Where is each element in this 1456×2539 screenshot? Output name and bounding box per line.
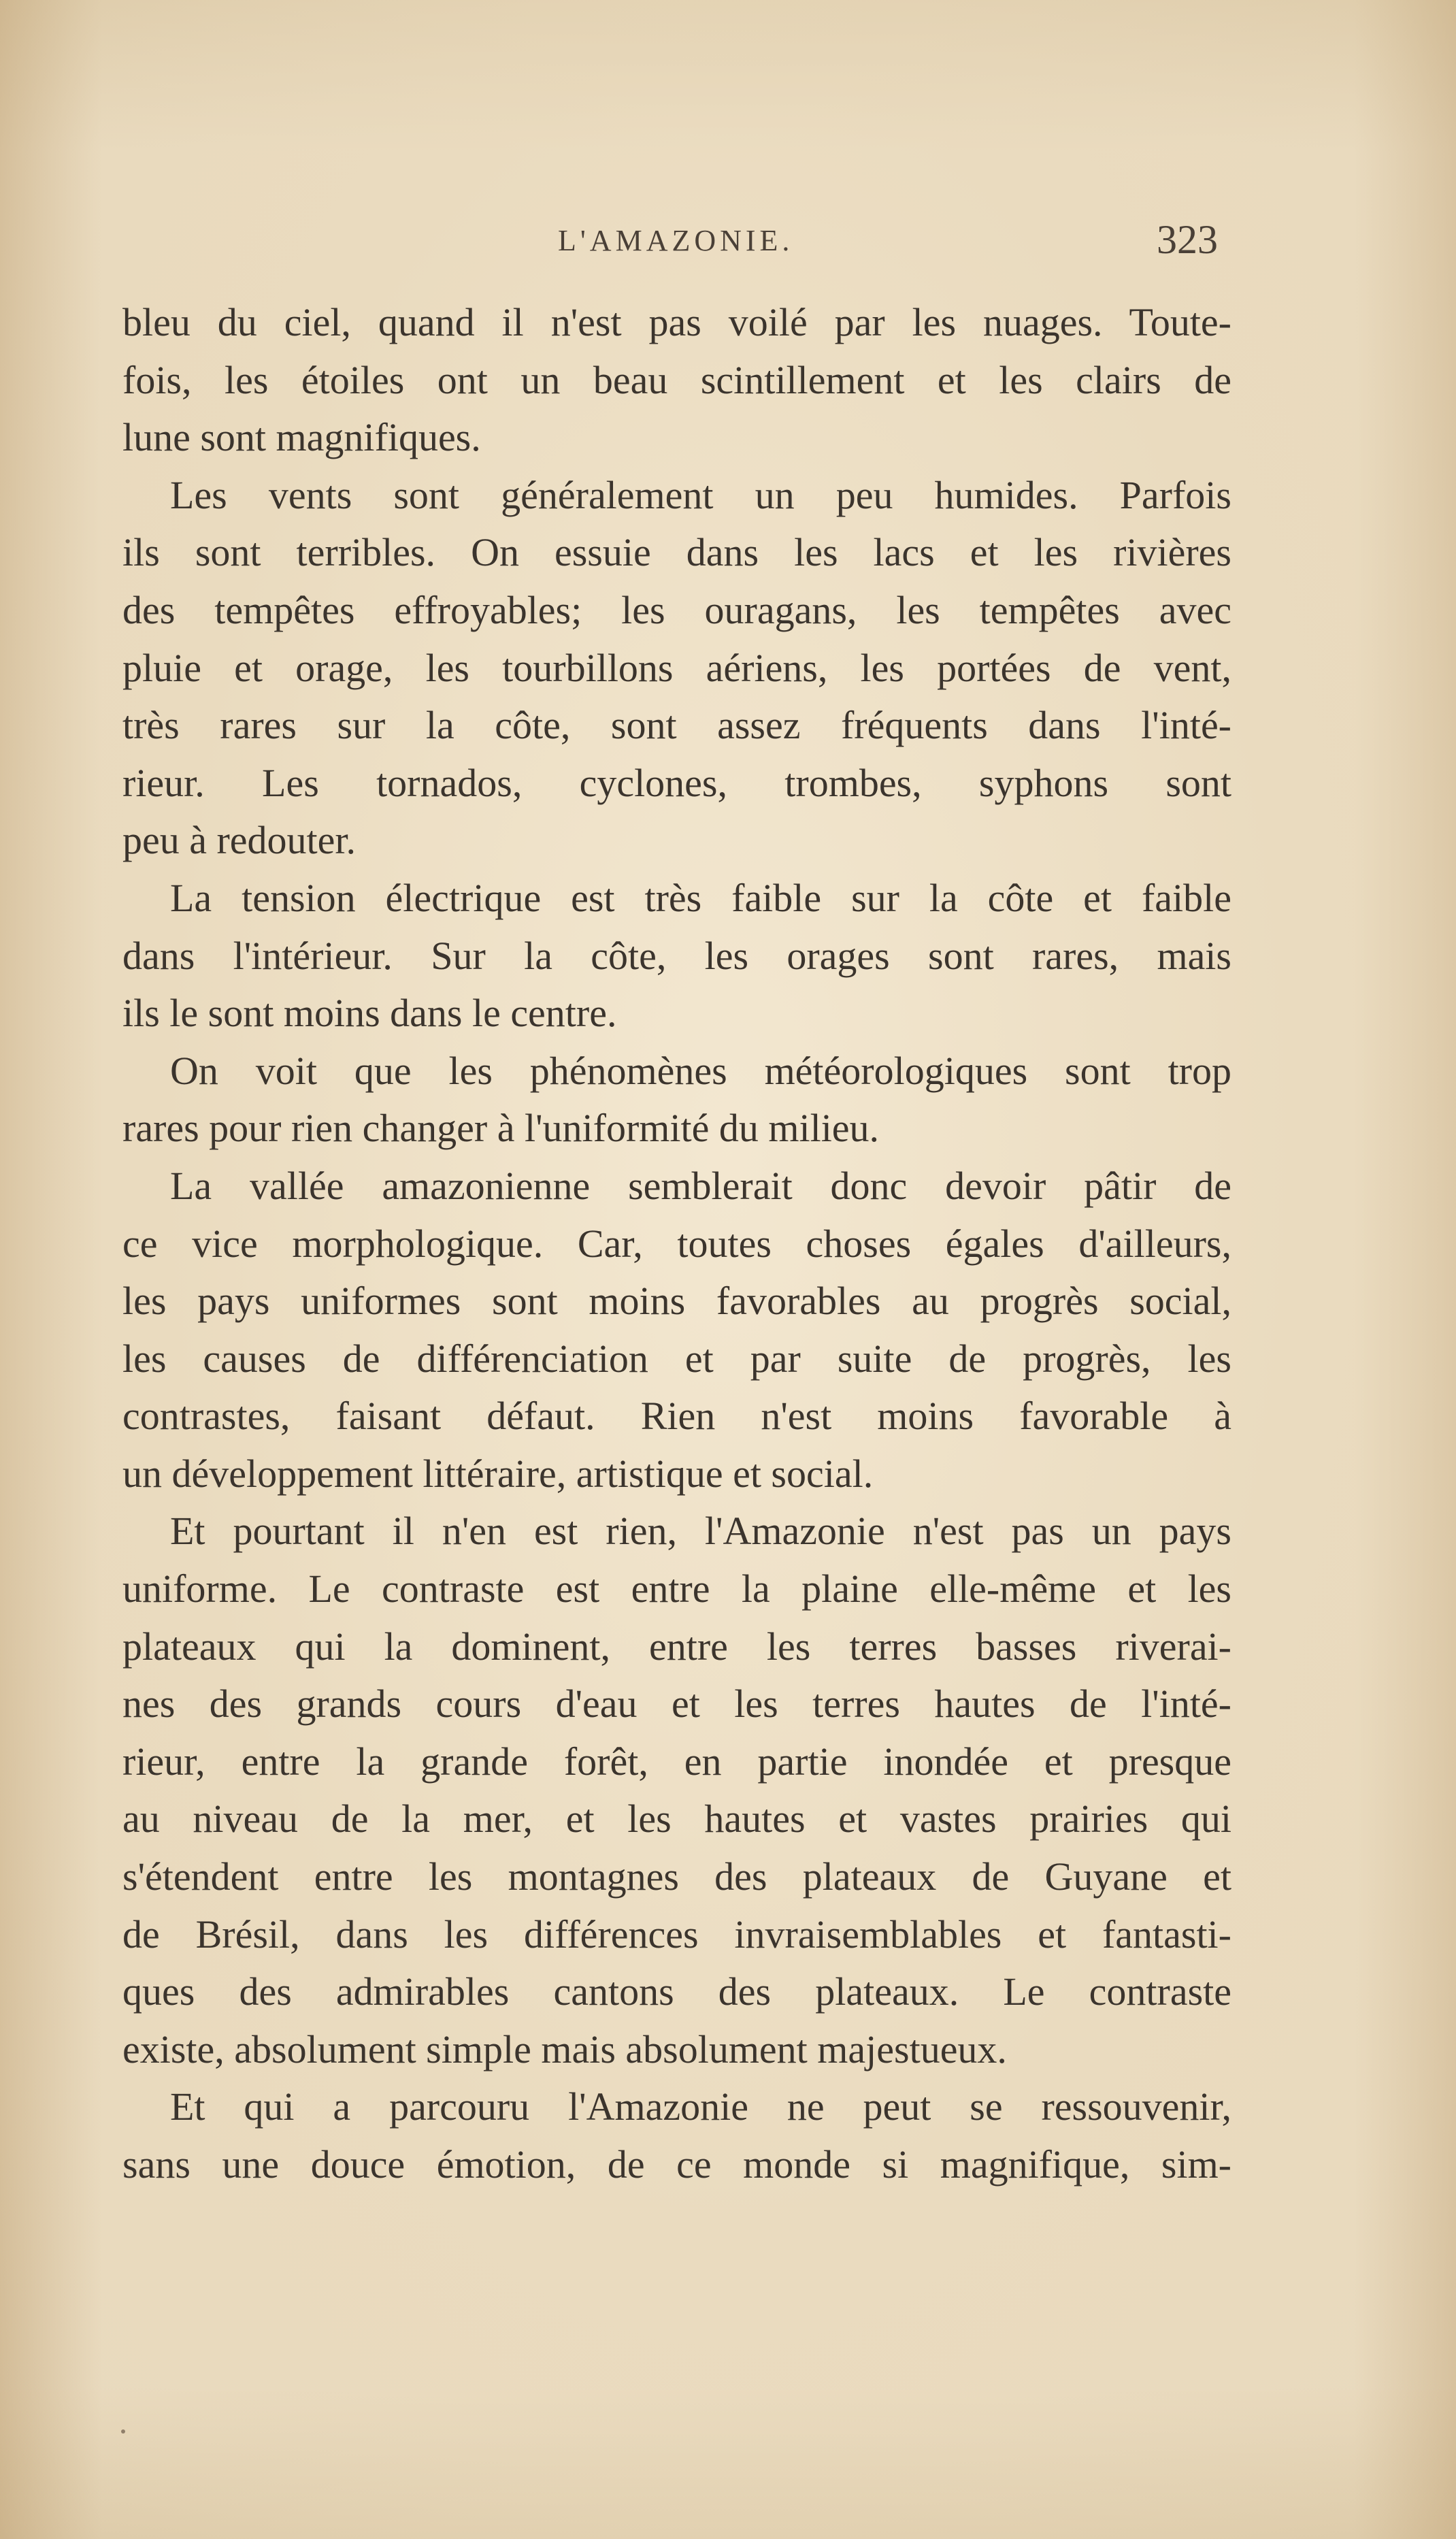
text-line: les causes de différenciation et par suite de progrès, les (122, 1336, 1231, 1381)
text-line: s'étendent entre les montagnes des plateaux de Guyane et (122, 1854, 1231, 1899)
paper-speck (121, 2429, 125, 2434)
running-title: L'AMAZONIE. (558, 224, 794, 257)
text-line: ques des admirables cantons des plateaux. Le contraste (122, 1969, 1231, 2014)
text-line: rares pour rien changer à l'uniformité du milieu. (122, 1106, 880, 1151)
text-line: uniforme. Le contraste est entre la plaine elle-même et les (122, 1567, 1231, 1611)
text-line: ce vice morphologique. Car, toutes choses égales d'ailleurs, (122, 1221, 1231, 1266)
text-line: des tempêtes effroyables; les ouragans, les tempêtes avec (122, 587, 1231, 632)
text-line: rieur. Les tornados, cyclones, trombes, syphons sont (122, 760, 1231, 805)
text-line: peu à redouter. (122, 818, 357, 863)
text-line: La vallée amazonienne semblerait donc devoir pâtir de (170, 1163, 1231, 1208)
text-line: fois, les étoiles ont un beau scintillement et les clairs de (122, 357, 1231, 402)
text-line: nes des grands cours d'eau et les terres hautes de l'inté- (122, 1682, 1231, 1726)
text-line: pluie et orage, les tourbillons aériens, les portées de vent, (122, 645, 1231, 690)
page-number: 323 (1157, 217, 1218, 262)
text-line: On voit que les phénomènes météorologiques sont trop (170, 1048, 1231, 1093)
text-line: lune sont magnifiques. (122, 415, 481, 460)
text-line: un développement littéraire, artistique et social. (122, 1451, 874, 1496)
text-line: au niveau de la mer, et les hautes et vastes prairies qui (122, 1797, 1231, 1841)
text-line: existe, absolument simple mais absolument majestueux. (122, 2027, 1007, 2071)
text-line: contrastes, faisant défaut. Rien n'est moins favorable à (122, 1394, 1231, 1439)
text-line: sans une douce émotion, de ce monde si magnifique, sim- (122, 2142, 1231, 2186)
text-line: dans l'intérieur. Sur la côte, les orages sont rares, mais (122, 933, 1231, 978)
text-line: ils le sont moins dans le centre. (122, 991, 617, 1036)
text-line: La tension électrique est très faible sur la côte et faible (170, 875, 1231, 920)
text-line: ils sont terribles. On essuie dans les lacs et les rivières (122, 530, 1231, 575)
text-line: très rares sur la côte, sont assez fréquents dans l'inté- (122, 703, 1231, 748)
text-line: rieur, entre la grande forêt, en partie inondée et presque (122, 1739, 1231, 1784)
text-line: de Brésil, dans les différences invraisemblables et fantasti- (122, 1912, 1231, 1956)
body-text (122, 294, 1231, 2194)
text-line: plateaux qui la dominent, entre les terres basses riverai- (122, 1624, 1231, 1669)
text-line: Les vents sont généralement un peu humides. Parfois (170, 472, 1231, 517)
text-line: Et pourtant il n'en est rien, l'Amazonie n'est pas un pays (170, 1509, 1231, 1554)
text-line: bleu du ciel, quand il n'est pas voilé par les nuages. Toute- (122, 300, 1231, 344)
running-head (0, 216, 1456, 271)
text-line: les pays uniformes sont moins favorables au progrès social, (122, 1279, 1231, 1324)
text-line: Et qui a parcouru l'Amazonie ne peut se ressouvenir, (170, 2084, 1231, 2129)
